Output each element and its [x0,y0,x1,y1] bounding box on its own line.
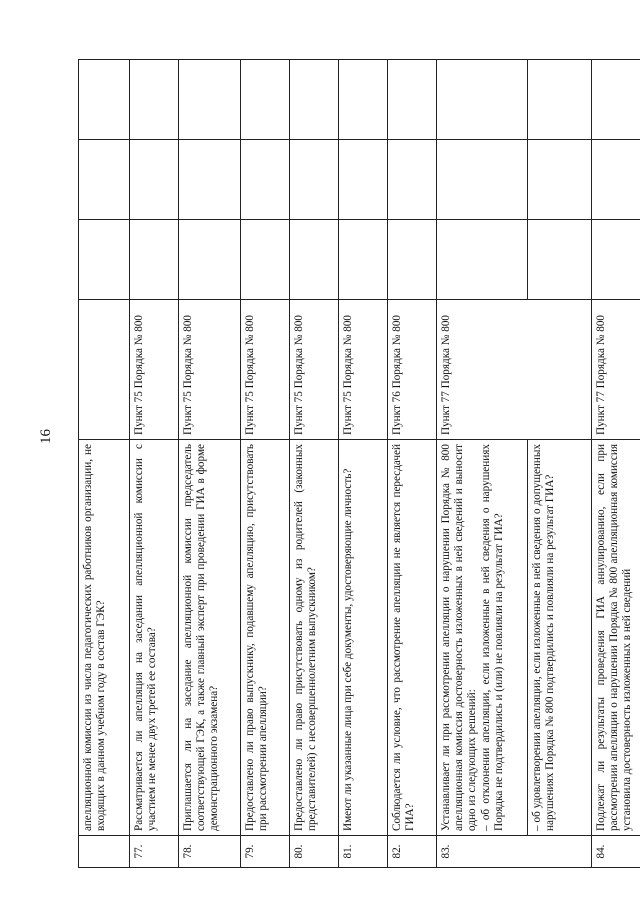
table-row [592,60,640,868]
reference-cell [79,300,130,440]
rotated-table-wrapper [78,60,634,868]
answer-cell [339,60,388,140]
answer-cell [79,140,130,220]
reference-cell: Пункт 76 Порядка № 800 [388,300,437,440]
reference-cell: Пункт 75 Порядка № 800 [290,300,339,440]
table-row [79,60,130,868]
row-number [79,836,130,868]
reference-cell: Пункт 75 Порядка № 800 [339,300,388,440]
reference-cell: Пункт 75 Порядка № 800 [179,300,241,440]
table-row [290,60,339,868]
answer-cell [241,220,290,300]
answer-cell [528,220,592,300]
row-number: 78. [179,836,241,868]
question-cell: апелляционной комиссии из числа педагогических работников организации, не входящих в данном учебном году в состав ГЭК? [79,440,130,836]
row-number: 84. [592,836,640,868]
row-number: 80. [290,836,339,868]
answer-cell [528,60,592,140]
row-number: 83. [437,836,528,868]
answer-cell [437,140,528,220]
answer-cell [437,60,528,140]
answer-cell [339,140,388,220]
question-cell: Предоставлено ли право выпускнику, подавшему апелляцию, присутствовать при рассмотрении апелляции? [241,440,290,836]
table-row [528,60,592,868]
answer-cell [388,60,437,140]
answer-cell [290,140,339,220]
answer-cell [79,220,130,300]
table-row [437,60,528,868]
row-number: 81. [339,836,388,868]
answer-cell [179,220,241,300]
answer-cell [130,60,179,140]
question-cell [437,440,528,836]
row-number: 79. [241,836,290,868]
reference-cell: Пункт 77 Порядка № 800 [592,300,640,440]
answer-cell [241,60,290,140]
answer-cell [388,140,437,220]
row-number: 77. [130,836,179,868]
question-cell: Имеют ли указанные лица при себе документы, удостоверяющие личность? [339,440,388,836]
answer-cell [79,60,130,140]
table-row [241,60,290,868]
answer-cell [130,140,179,220]
answer-cell [290,60,339,140]
question-intro: Устанавливает ли при рассмотрении апелляции о нарушении Порядка № 800 апелляционная комиссия достоверность изложенных в ней сведений и выносит одно из следующих решений: [440,444,479,831]
table-row [388,60,437,868]
row-number-continuation [528,836,592,868]
question-cell: Предоставлено ли право присутствовать одному из родителей (законных представителей) с несовершеннолетним выпускником? [290,440,339,836]
page-number: 16 [38,429,54,444]
table-row [179,60,241,868]
answer-cell [528,140,592,220]
question-option-accept: – об удовлетворении апелляции, если изложенные в ней сведения о допущенных нарушениях Порядка № 800 подтвердились и повлияли на результат ГИА? [528,440,592,836]
answer-cell [388,220,437,300]
checklist-table [78,59,640,868]
reference-cell: Пункт 75 Порядка № 800 [130,300,179,440]
reference-cell: Пункт 75 Порядка № 800 [241,300,290,440]
answer-cell [592,220,640,300]
reference-cell: Пункт 77 Порядка № 800 [437,300,592,440]
question-option-reject: – об отклонении апелляции, если изложенные в ней сведения о нарушениях Порядка не подтвердились и (или) не повлияли на результат ГИА? [479,444,505,831]
answer-cell [592,60,640,140]
answer-cell [130,220,179,300]
answer-cell [339,220,388,300]
table-row [339,60,388,868]
table-row [130,60,179,868]
question-cell: Соблюдается ли условие, что рассмотрение апелляции не является пересдачей ГИА? [388,440,437,836]
answer-cell [179,140,241,220]
answer-cell [592,140,640,220]
question-cell: Рассматривается ли апелляция на заседании апелляционной комиссии с участием не менее двух третей ее состава? [130,440,179,836]
question-cell: Подлежат ли результаты проведения ГИА аннулированию, если при рассмотрении апелляции о нарушении Порядка № 800 апелляционная комиссия установила достоверность изложенных в ней сведений [592,440,640,836]
answer-cell [437,220,528,300]
row-number: 82. [388,836,437,868]
answer-cell [241,140,290,220]
answer-cell [290,220,339,300]
answer-cell [179,60,241,140]
question-cell: Приглашается ли на заседание апелляционной комиссии председатель соответствующей ГЭК, а также главный эксперт при проведении ГИА в форме демонстрационного экзамена? [179,440,241,836]
